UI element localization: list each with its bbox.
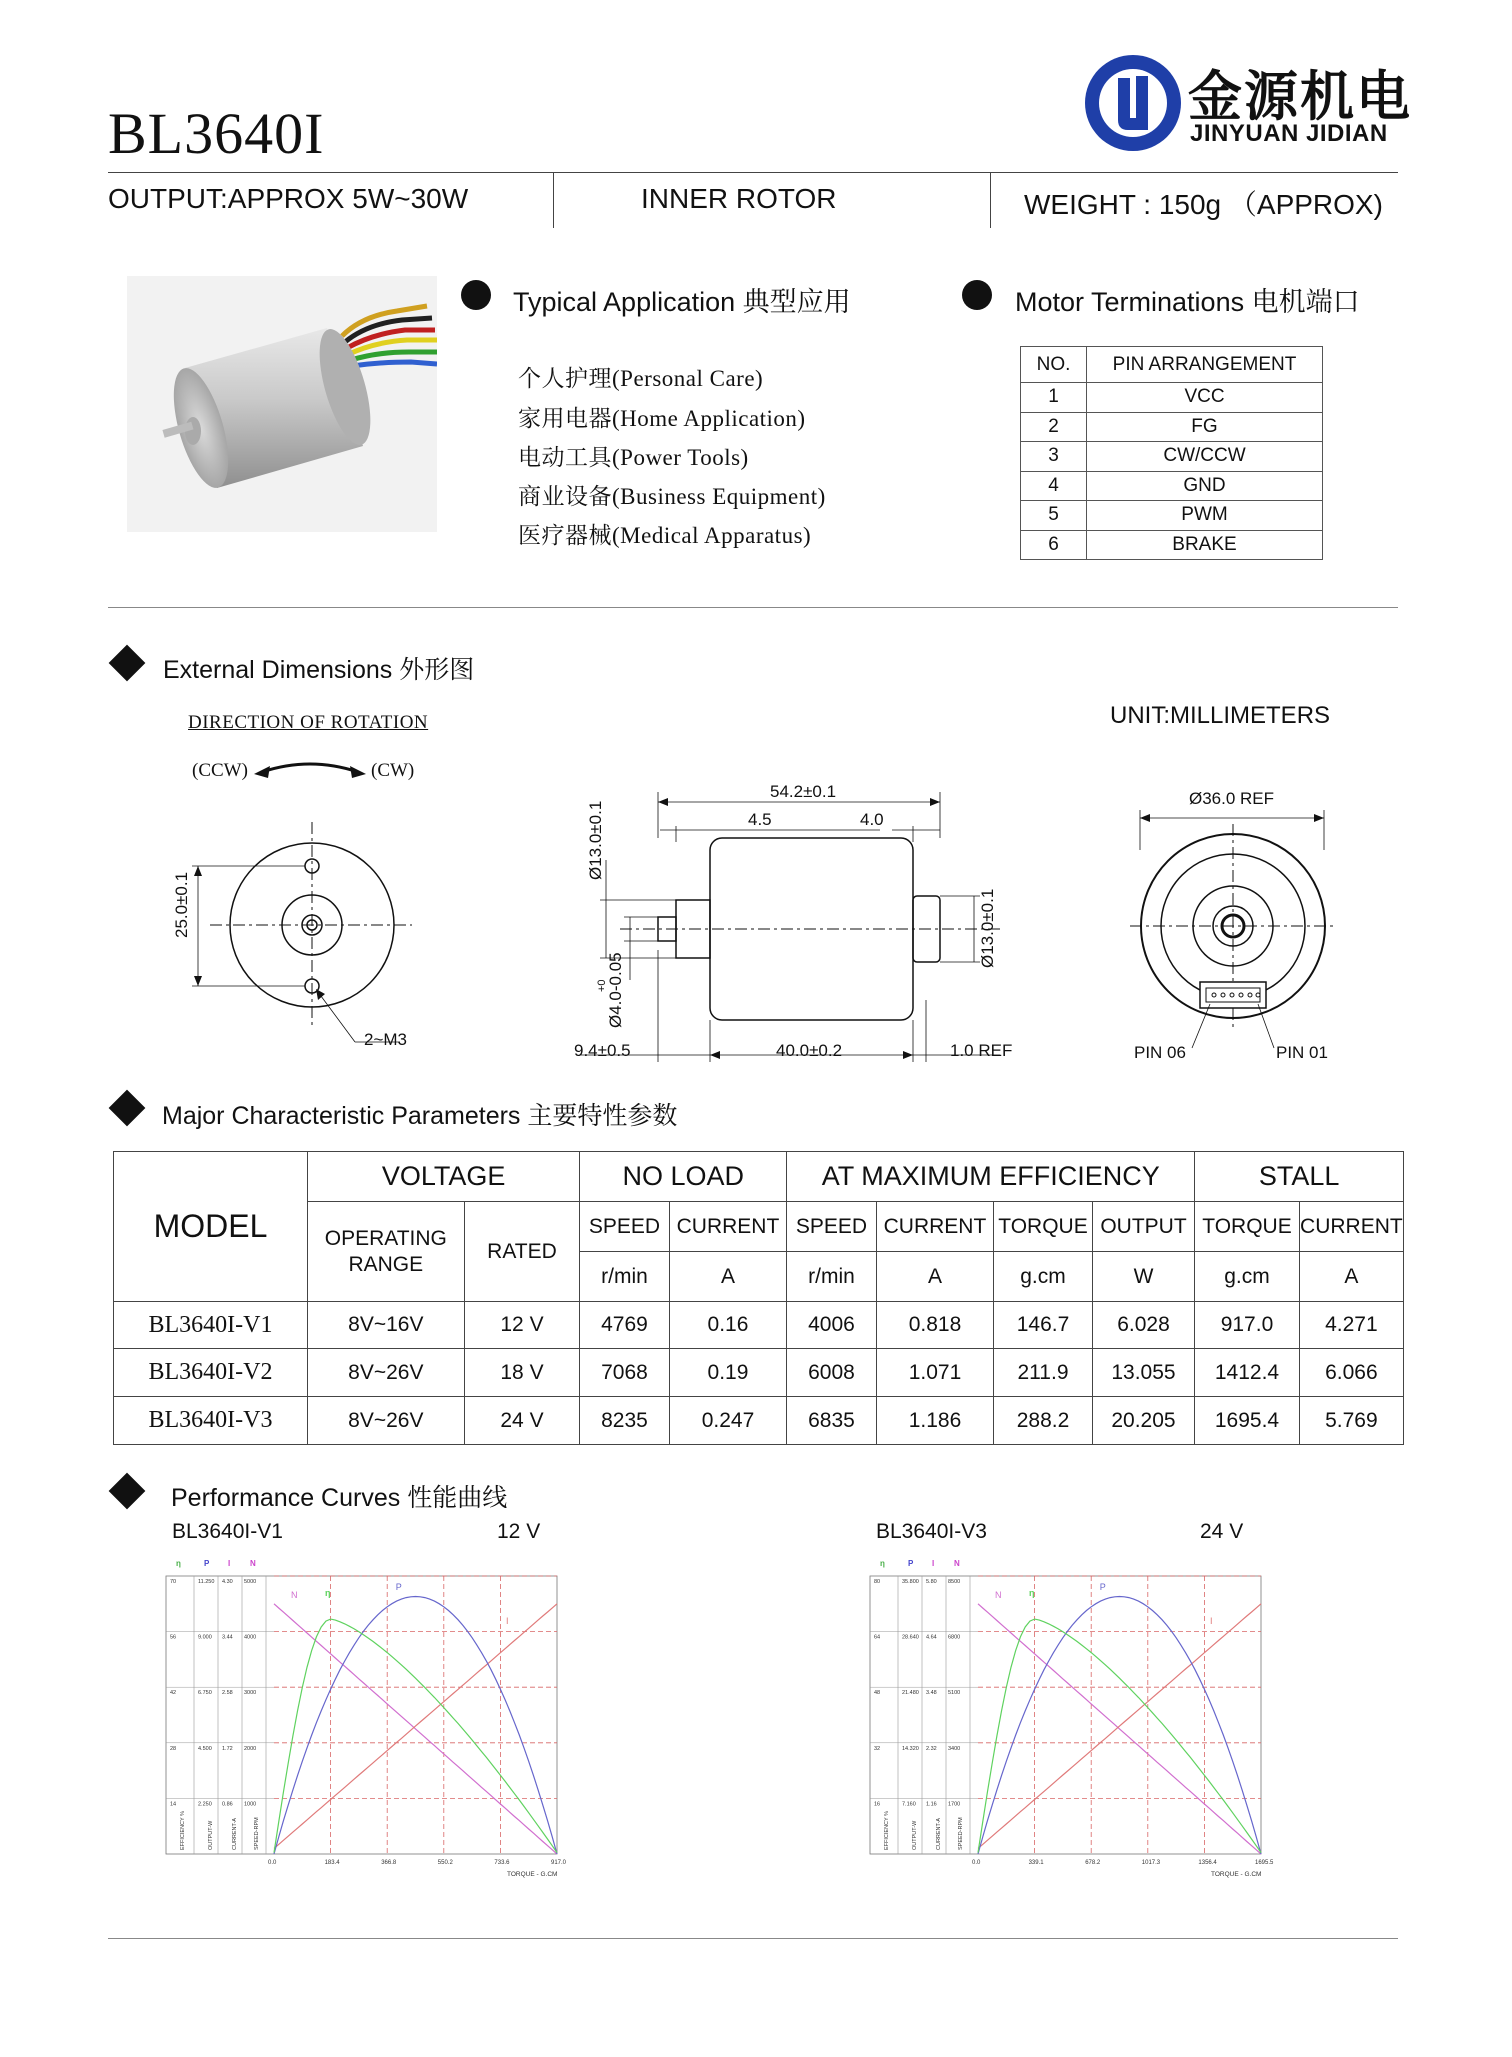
y-tick-label: 11.250 bbox=[198, 1579, 215, 1585]
nl-current-header: CURRENT bbox=[669, 1202, 787, 1252]
cw-label: (CW) bbox=[371, 760, 415, 781]
y-axis-label: SPEED-RPM bbox=[958, 1817, 964, 1850]
axis-header: η bbox=[880, 1559, 885, 1568]
nl-current-cell: 0.19 bbox=[669, 1349, 787, 1397]
y-tick-label: 16 bbox=[874, 1801, 881, 1808]
me-speed-cell: 4006 bbox=[787, 1302, 876, 1349]
pin-row bbox=[1021, 383, 1323, 413]
speed-curve bbox=[978, 1604, 1261, 1854]
x-tick-label: 339.1 bbox=[1028, 1860, 1044, 1866]
table-header-row bbox=[114, 1152, 1404, 1202]
application-item: 医疗器械(Medical Apparatus) bbox=[518, 523, 812, 548]
y-tick-label: 4000 bbox=[244, 1634, 257, 1641]
y-tick-label: 1000 bbox=[244, 1801, 257, 1808]
x-tick-label: 917.0 bbox=[551, 1860, 567, 1866]
y-tick-label: 2.250 bbox=[198, 1801, 212, 1808]
y-tick-label: 1700 bbox=[948, 1801, 961, 1808]
st-torque-cell: 1695.4 bbox=[1195, 1397, 1300, 1445]
pin-name: CW/CCW bbox=[1087, 442, 1323, 472]
me-output-header: OUTPUT bbox=[1092, 1202, 1195, 1252]
unit-a: A bbox=[1299, 1252, 1403, 1302]
rear-view-drawing bbox=[1120, 790, 1380, 1070]
chart2-voltage-label: 24 V bbox=[1200, 1520, 1244, 1543]
pin01-label: PIN 01 bbox=[1276, 1043, 1328, 1062]
footer-divider bbox=[108, 1938, 1398, 1939]
pin-row bbox=[1021, 471, 1323, 501]
left-offset-label: 4.5 bbox=[748, 810, 772, 829]
axis-header: I bbox=[932, 1559, 935, 1568]
header-separator bbox=[553, 172, 554, 228]
pin-no: 2 bbox=[1021, 412, 1087, 442]
y-tick-label: 35.800 bbox=[902, 1579, 919, 1585]
y-axis-label: EFFICIENCY % bbox=[180, 1810, 186, 1850]
chart2-model-label: BL3640I-V3 bbox=[876, 1520, 987, 1543]
y-tick-label: 2.32 bbox=[926, 1745, 937, 1752]
pin-name: PWM bbox=[1087, 501, 1323, 531]
unit-rmin: r/min bbox=[580, 1252, 669, 1302]
weight-spec: WEIGHT : 150g （APPROX) bbox=[1024, 189, 1383, 220]
op-range-cell: 8V~26V bbox=[307, 1349, 464, 1397]
pin06-label: PIN 06 bbox=[1134, 1043, 1186, 1062]
x-tick-label: 1017.3 bbox=[1141, 1860, 1161, 1866]
series-label: N bbox=[994, 1590, 1002, 1600]
pin-name: FG bbox=[1087, 412, 1323, 442]
x-tick-label: 183.4 bbox=[324, 1860, 340, 1866]
rated-cell: 24 V bbox=[464, 1397, 580, 1445]
x-tick-label: 733.6 bbox=[494, 1860, 510, 1866]
st-torque-header: TORQUE bbox=[1195, 1202, 1300, 1252]
me-output-cell: 6.028 bbox=[1092, 1302, 1195, 1349]
pin-name: VCC bbox=[1087, 383, 1323, 413]
y-tick-label: 14 bbox=[170, 1801, 177, 1808]
pin-row bbox=[1021, 530, 1323, 560]
y-tick-label: 14.320 bbox=[902, 1745, 919, 1752]
y-tick-label: 3.44 bbox=[222, 1634, 233, 1641]
table-row bbox=[114, 1302, 1404, 1349]
curves-title: Performance Curves 性能曲线 bbox=[171, 1484, 508, 1512]
boss-diameter-label: Ø13.0±0.1 bbox=[586, 800, 605, 880]
series-label: η bbox=[324, 1588, 331, 1598]
y-tick-label: 4.500 bbox=[198, 1745, 212, 1752]
y-tick-label: 7.160 bbox=[902, 1801, 916, 1808]
series-label: η bbox=[1028, 1588, 1035, 1598]
pin-row bbox=[1021, 412, 1323, 442]
x-tick-label: 1356.4 bbox=[1198, 1860, 1217, 1866]
axis-header: N bbox=[954, 1559, 960, 1568]
unit-label: UNIT:MILLIMETERS bbox=[1110, 702, 1331, 729]
y-tick-label: 6800 bbox=[948, 1634, 961, 1641]
logo-english-name: JINYUAN JIDIAN bbox=[1190, 120, 1388, 147]
y-tick-label: 3400 bbox=[948, 1745, 961, 1752]
motor-photo bbox=[127, 276, 437, 532]
front-view-drawing bbox=[150, 760, 450, 1060]
pin-table bbox=[1020, 346, 1323, 560]
company-logo bbox=[1078, 48, 1418, 158]
x-tick-label: 550.2 bbox=[437, 1860, 453, 1866]
x-axis-label: TORQUE - G.CM bbox=[1211, 1871, 1262, 1878]
holes-label: 2~M3 bbox=[364, 1030, 407, 1049]
me-speed-header: SPEED bbox=[787, 1202, 876, 1252]
y-axis-label: OUTPUT-W bbox=[912, 1820, 918, 1850]
series-label: P bbox=[395, 1582, 402, 1592]
unit-gcm: g.cm bbox=[1195, 1252, 1300, 1302]
x-tick-label: 0.0 bbox=[972, 1860, 981, 1866]
logo-chinese-name: 金源机电 bbox=[1188, 67, 1412, 127]
efficiency-curve bbox=[978, 1619, 1261, 1853]
chart-frame bbox=[870, 1576, 1261, 1854]
series-label: I bbox=[1210, 1616, 1213, 1626]
y-tick-label: 3.48 bbox=[926, 1690, 937, 1697]
pin-no: 3 bbox=[1021, 442, 1087, 472]
output-curve bbox=[978, 1597, 1261, 1855]
axis-header: P bbox=[908, 1559, 914, 1568]
st-torque-cell: 917.0 bbox=[1195, 1302, 1300, 1349]
axis-header: η bbox=[176, 1559, 181, 1568]
me-torque-cell: 146.7 bbox=[994, 1302, 1092, 1349]
nl-speed-header: SPEED bbox=[580, 1202, 669, 1252]
st-current-cell: 5.769 bbox=[1299, 1397, 1403, 1445]
section-divider bbox=[108, 607, 1398, 608]
axis-header: I bbox=[228, 1559, 231, 1568]
bullet-icon bbox=[962, 280, 992, 310]
x-tick-label: 1695.5 bbox=[1255, 1860, 1274, 1866]
application-item: 商业设备(Business Equipment) bbox=[518, 484, 826, 509]
me-output-cell: 20.205 bbox=[1092, 1397, 1195, 1445]
unit-a: A bbox=[669, 1252, 787, 1302]
op-range-cell: 8V~26V bbox=[307, 1397, 464, 1445]
model-header: MODEL bbox=[114, 1152, 308, 1302]
unit-a: A bbox=[876, 1252, 994, 1302]
axis-header: P bbox=[204, 1559, 210, 1568]
x-tick-label: 366.8 bbox=[381, 1860, 397, 1866]
y-axis-label: CURRENT-A bbox=[232, 1817, 238, 1850]
me-torque-cell: 288.2 bbox=[994, 1397, 1092, 1445]
y-tick-label: 48 bbox=[874, 1690, 881, 1697]
series-label: P bbox=[1099, 1582, 1106, 1592]
nl-current-cell: 0.247 bbox=[669, 1397, 787, 1445]
side-view-drawing bbox=[580, 780, 1040, 1080]
x-axis-label: TORQUE - G.CM bbox=[507, 1871, 558, 1878]
table-row bbox=[114, 1397, 1404, 1445]
params-title: Major Characteristic Parameters 主要特性参数 bbox=[162, 1102, 678, 1130]
y-tick-label: 1.16 bbox=[926, 1801, 937, 1808]
speed-curve bbox=[274, 1604, 557, 1854]
y-tick-label: 5.80 bbox=[926, 1579, 937, 1585]
model-cell: BL3640I-V2 bbox=[114, 1349, 308, 1397]
y-tick-label: 5000 bbox=[244, 1579, 257, 1585]
model-cell: BL3640I-V3 bbox=[114, 1397, 308, 1445]
bullet-icon bbox=[461, 280, 491, 310]
application-title: Typical Application 典型应用 bbox=[513, 287, 851, 317]
x-tick-label: 0.0 bbox=[268, 1860, 277, 1866]
me-current-cell: 0.818 bbox=[876, 1302, 994, 1349]
y-tick-label: 8500 bbox=[948, 1579, 961, 1585]
voltage-header: VOLTAGE bbox=[307, 1152, 579, 1202]
y-tick-label: 5100 bbox=[948, 1690, 961, 1697]
shaft-diameter-label: Ø4.0-0.05 bbox=[606, 952, 625, 1028]
y-tick-label: 32 bbox=[874, 1745, 881, 1752]
me-current-cell: 1.186 bbox=[876, 1397, 994, 1445]
unit-rmin: r/min bbox=[787, 1252, 876, 1302]
chart1-model-label: BL3640I-V1 bbox=[172, 1520, 283, 1543]
st-torque-cell: 1412.4 bbox=[1195, 1349, 1300, 1397]
y-tick-label: 0.86 bbox=[222, 1801, 233, 1808]
y-tick-label: 6.750 bbox=[198, 1690, 212, 1697]
y-axis-label: EFFICIENCY % bbox=[884, 1810, 890, 1850]
rated-header: RATED bbox=[464, 1202, 580, 1302]
nl-speed-cell: 4769 bbox=[580, 1302, 669, 1349]
ref-length-label: 1.0 REF bbox=[950, 1041, 1013, 1060]
diamond-bullet-icon bbox=[109, 1090, 146, 1127]
pin-no: 4 bbox=[1021, 471, 1087, 501]
max-efficiency-header: AT MAXIMUM EFFICIENCY bbox=[787, 1152, 1195, 1202]
unit-gcm: g.cm bbox=[994, 1252, 1092, 1302]
front-diameter-label: 25.0±0.1 bbox=[172, 871, 191, 938]
pin-row bbox=[1021, 442, 1323, 472]
page-title: BL3640I bbox=[108, 101, 325, 166]
table-subheader-row bbox=[114, 1202, 1404, 1252]
dimensions-title: External Dimensions 外形图 bbox=[163, 656, 475, 684]
outer-diameter-label: Ø36.0 REF bbox=[1189, 789, 1275, 808]
pin-no: 6 bbox=[1021, 530, 1087, 560]
unit-w: W bbox=[1092, 1252, 1195, 1302]
y-tick-label: 56 bbox=[170, 1634, 177, 1641]
application-item: 个人护理(Personal Care) bbox=[518, 366, 764, 391]
chart-frame bbox=[166, 1576, 557, 1854]
output-spec: OUTPUT:APPROX 5W~30W bbox=[108, 183, 469, 214]
application-item: 电动工具(Power Tools) bbox=[518, 445, 749, 470]
parameters-table bbox=[113, 1151, 1404, 1445]
y-tick-label: 2.58 bbox=[222, 1690, 233, 1697]
x-tick-label: 678.2 bbox=[1085, 1860, 1101, 1866]
stall-header: STALL bbox=[1195, 1152, 1404, 1202]
pin-name: GND bbox=[1087, 471, 1323, 501]
shaft-tolerance-label: +0 bbox=[596, 979, 608, 992]
y-tick-label: 3000 bbox=[244, 1690, 257, 1697]
y-axis-label: CURRENT-A bbox=[936, 1817, 942, 1850]
y-tick-label: 9.000 bbox=[198, 1634, 212, 1641]
rated-cell: 12 V bbox=[464, 1302, 580, 1349]
nl-speed-cell: 7068 bbox=[580, 1349, 669, 1397]
rotation-direction-label: DIRECTION OF ROTATION bbox=[188, 712, 429, 733]
y-tick-label: 70 bbox=[170, 1579, 177, 1585]
no-load-header: NO LOAD bbox=[580, 1152, 787, 1202]
output-curve bbox=[274, 1597, 557, 1855]
me-output-cell: 13.055 bbox=[1092, 1349, 1195, 1397]
header-separator bbox=[990, 172, 991, 228]
model-cell: BL3640I-V1 bbox=[114, 1302, 308, 1349]
y-tick-label: 1.72 bbox=[222, 1745, 233, 1752]
total-length-label: 54.2±0.1 bbox=[770, 782, 837, 801]
me-current-header: CURRENT bbox=[876, 1202, 994, 1252]
me-torque-cell: 211.9 bbox=[994, 1349, 1092, 1397]
rated-cell: 18 V bbox=[464, 1349, 580, 1397]
series-label: I bbox=[506, 1616, 509, 1626]
y-axis-label: SPEED-RPM bbox=[254, 1817, 260, 1850]
pin-name: BRAKE bbox=[1087, 530, 1323, 560]
y-tick-label: 21.480 bbox=[902, 1690, 919, 1697]
y-tick-label: 2000 bbox=[244, 1745, 257, 1752]
me-speed-cell: 6008 bbox=[787, 1349, 876, 1397]
terminations-title: Motor Terminations 电机端口 bbox=[1015, 287, 1360, 317]
me-current-cell: 1.071 bbox=[876, 1349, 994, 1397]
pin-no-header: NO. bbox=[1021, 347, 1087, 383]
rotor-spec: INNER ROTOR bbox=[641, 183, 837, 214]
op-range-cell: 8V~16V bbox=[307, 1302, 464, 1349]
series-label: N bbox=[290, 1590, 298, 1600]
table-row bbox=[114, 1349, 1404, 1397]
performance-chart-v3 bbox=[866, 1550, 1286, 1880]
application-item: 家用电器(Home Application) bbox=[518, 406, 806, 431]
shaft-length-label: 9.4±0.5 bbox=[574, 1041, 631, 1060]
pin-row bbox=[1021, 501, 1323, 531]
nl-current-cell: 0.16 bbox=[669, 1302, 787, 1349]
st-current-cell: 6.066 bbox=[1299, 1349, 1403, 1397]
axis-header: N bbox=[250, 1559, 256, 1568]
performance-chart-v1 bbox=[162, 1550, 582, 1880]
y-tick-label: 28 bbox=[170, 1745, 177, 1752]
logo-mark-icon bbox=[1078, 48, 1188, 158]
y-tick-label: 4.64 bbox=[926, 1634, 937, 1641]
y-tick-label: 28.640 bbox=[902, 1634, 919, 1641]
st-current-cell: 4.271 bbox=[1299, 1302, 1403, 1349]
pin-arrangement-header: PIN ARRANGEMENT bbox=[1087, 347, 1323, 383]
rear-boss-diameter-label: Ø13.0±0.1 bbox=[978, 888, 997, 968]
body-length-label: 40.0±0.2 bbox=[776, 1041, 843, 1060]
y-tick-label: 64 bbox=[874, 1634, 881, 1641]
me-speed-cell: 6835 bbox=[787, 1397, 876, 1445]
y-axis-label: OUTPUT-W bbox=[208, 1820, 214, 1850]
diamond-bullet-icon bbox=[109, 645, 146, 682]
st-current-header: CURRENT bbox=[1299, 1202, 1403, 1252]
header-divider bbox=[108, 172, 1398, 173]
pin-no: 5 bbox=[1021, 501, 1087, 531]
right-offset-label: 4.0 bbox=[860, 810, 884, 829]
nl-speed-cell: 8235 bbox=[580, 1397, 669, 1445]
diamond-bullet-icon bbox=[109, 1473, 146, 1510]
pin-table-header bbox=[1021, 347, 1323, 383]
operating-range-header: OPERATING RANGE bbox=[307, 1202, 464, 1302]
current-curve bbox=[978, 1604, 1261, 1849]
chart1-voltage-label: 12 V bbox=[497, 1520, 541, 1543]
current-curve bbox=[274, 1604, 557, 1849]
ccw-label: (CCW) bbox=[192, 760, 248, 781]
y-tick-label: 42 bbox=[170, 1690, 177, 1697]
y-tick-label: 4.30 bbox=[222, 1579, 233, 1585]
pin-no: 1 bbox=[1021, 383, 1087, 413]
efficiency-curve bbox=[274, 1619, 557, 1853]
me-torque-header: TORQUE bbox=[994, 1202, 1092, 1252]
y-tick-label: 80 bbox=[874, 1579, 881, 1585]
